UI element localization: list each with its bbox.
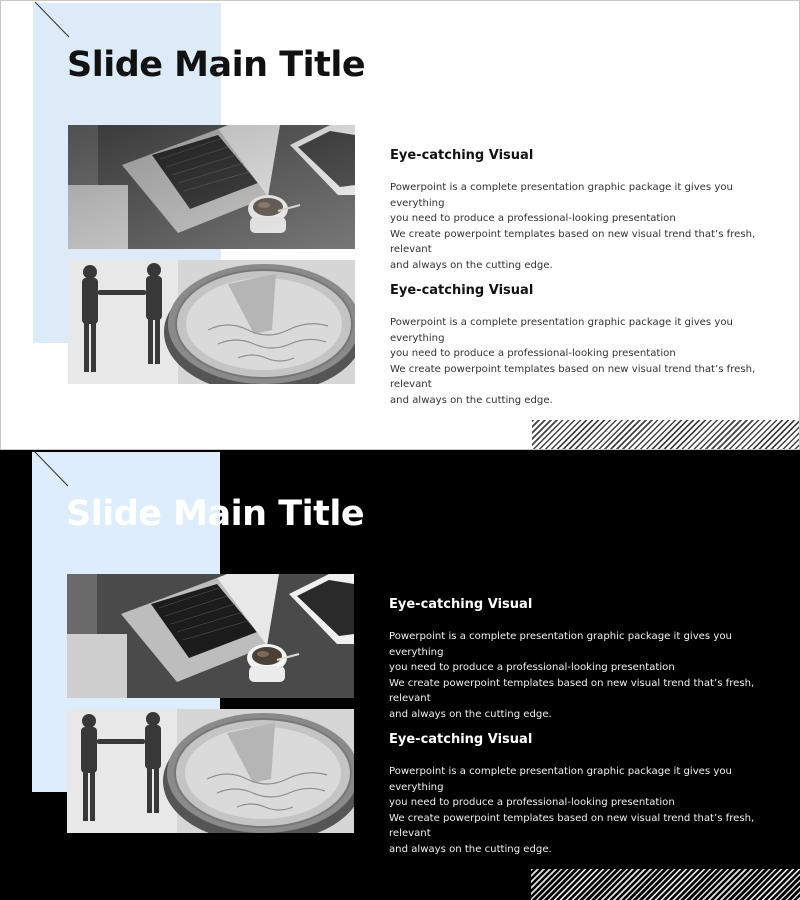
hatch-pattern (531, 869, 800, 900)
euro-coin-photo (68, 260, 355, 384)
block-heading: Eye-catching Visual (389, 597, 533, 612)
hatch-pattern (532, 420, 800, 450)
block-body: Powerpoint is a complete presentation graphic package it gives you everything you need to produce a professional-looking presentation We create powerpoint templates based on new visual trend that’s fresh, relevant and always on the cutting edge. (390, 317, 756, 406)
laptop-coffee-photo (68, 125, 355, 249)
content-block-2 (390, 282, 780, 408)
block-body: Powerpoint is a complete presentation graphic package it gives you everything you need to produce a professional-looking presentation We create powerpoint templates based on new visual trend that’s fresh, relevant and always on the cutting edge. (390, 182, 756, 271)
euro-coin-photo (67, 709, 354, 833)
slide-title: Slide Main Title (67, 45, 366, 85)
block-heading: Eye-catching Visual (390, 283, 534, 298)
block-body: Powerpoint is a complete presentation graphic package it gives you everything you need to produce a professional-looking presentation We create powerpoint templates based on new visual trend that’s fresh, relevant and always on the cutting edge. (389, 766, 755, 855)
content-block-1 (389, 596, 779, 722)
block-heading: Eye-catching Visual (390, 148, 534, 163)
slide-title: Slide Main Title (66, 494, 365, 534)
block-heading: Eye-catching Visual (389, 732, 533, 747)
slide-dark (0, 450, 800, 900)
block-body: Powerpoint is a complete presentation graphic package it gives you everything you need to produce a professional-looking presentation We create powerpoint templates based on new visual trend that’s fresh, relevant and always on the cutting edge. (389, 631, 755, 720)
laptop-coffee-photo (67, 574, 354, 698)
content-block-2 (389, 731, 779, 857)
content-block-1 (390, 147, 780, 273)
